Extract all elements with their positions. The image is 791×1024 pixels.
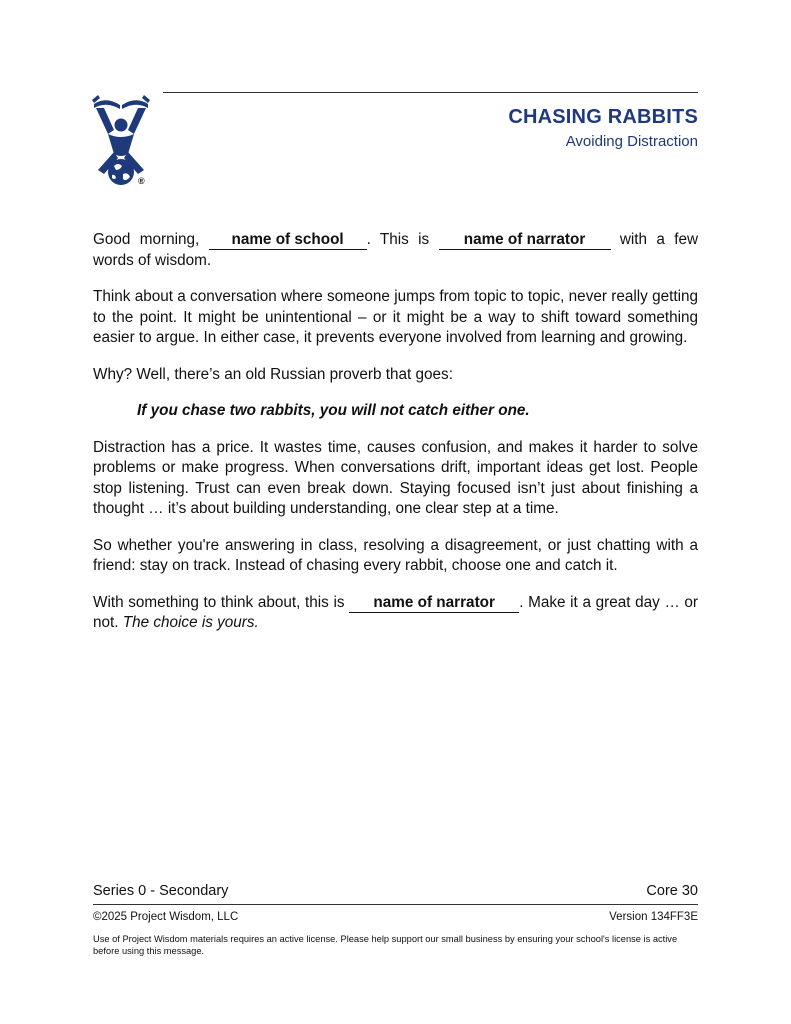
core-label: Core 30 — [646, 883, 698, 899]
closing-text: With something to think about, this is — [93, 593, 350, 611]
closing-tagline: The choice is yours. — [122, 614, 259, 631]
project-wisdom-logo — [90, 94, 152, 190]
message-body — [93, 230, 698, 650]
greeting-text-3: with a few words of wisdom. — [93, 231, 698, 269]
registered-mark: ® — [138, 176, 145, 186]
paragraph-proverb-intro: Why? Well, there’s an old Russian proverb that goes: — [93, 365, 453, 383]
narrator-name-blank-closing: name of narrator — [349, 594, 519, 613]
series-label: Series 0 - Secondary — [93, 883, 229, 899]
header-rule — [163, 92, 698, 93]
paragraph-closing — [93, 593, 698, 634]
version-text: Version 134FF3E — [609, 911, 698, 923]
closing-text-2: . Make it a great day … or not. — [93, 593, 698, 631]
paragraph-conversation: Think about a conversation where someone jumps from topic to topic, never really getting to the point. It might be unintentional – or it might be a way to shift toward something easier to argue. In either case, it prevents everyone involved from learning and growing. — [93, 288, 698, 346]
proverb-quote: If you chase two rabbits, you will not catch either one. — [137, 402, 530, 419]
copyright-text: ©2025 Project Wisdom, LLC — [93, 911, 239, 923]
page-subtitle: Avoiding Distraction — [565, 133, 698, 150]
page-title: CHASING RABBITS — [508, 106, 698, 128]
narrator-name-blank: name of narrator — [439, 231, 611, 250]
license-notice: Use of Project Wisdom materials requires an active license. Please help support our small business by ensuring your school's license is active before using this message. — [93, 934, 678, 956]
greeting-text: Good morning, — [93, 231, 209, 248]
paragraph-greeting — [93, 230, 698, 271]
paragraph-distraction: Distraction has a price. It wastes time, causes confusion, and makes it harder to solve problems or make progress. When conversations drift, important ideas get lost. People stop listening. Trust can even break down. Staying focused isn’t just about finishing a thought … it’s about building understanding, one clear step at a time. — [93, 438, 698, 517]
greeting-text-2: . This is — [366, 231, 439, 248]
school-name-blank: name of school — [209, 231, 367, 250]
paragraph-stay-on-track: So whether you're answering in class, resolving a disagreement, or just chatting with a friend: stay on track. Instead of chasing every rabbit, choose one and catch it. — [93, 536, 698, 574]
footer-rule — [93, 904, 698, 905]
